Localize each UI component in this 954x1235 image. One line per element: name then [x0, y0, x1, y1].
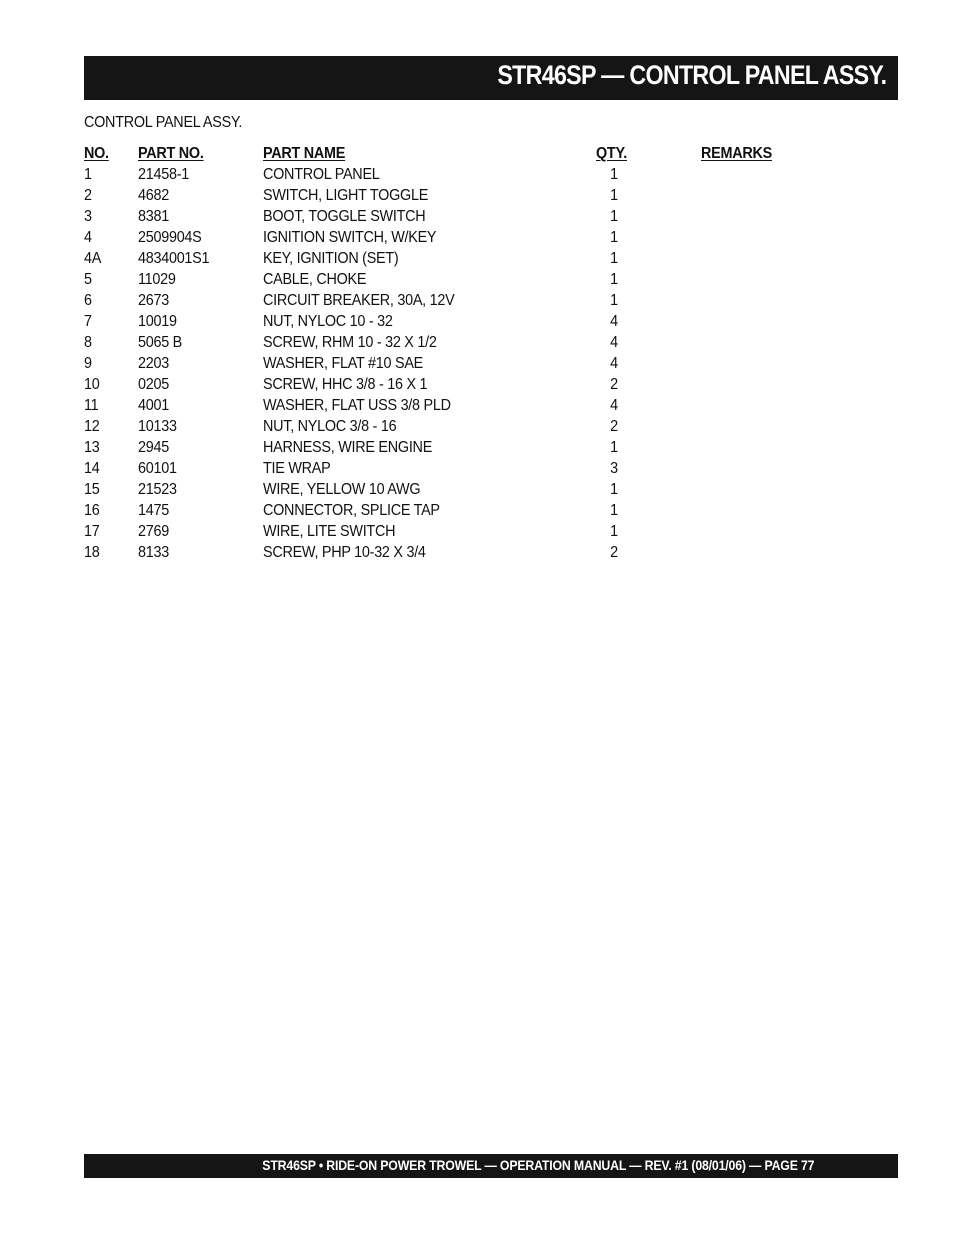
cell-part-no: 5065 B — [138, 334, 183, 351]
table-row — [84, 479, 804, 500]
cell-qty: 2 — [610, 376, 618, 393]
table-row — [84, 227, 804, 248]
table-row — [84, 542, 804, 563]
cell-no: 5 — [84, 271, 92, 288]
column-header-remarks: REMARKS — [701, 145, 772, 162]
cell-part-no: 1475 — [138, 502, 169, 519]
table-header-row — [84, 143, 804, 164]
cell-qty: 1 — [610, 481, 618, 498]
cell-part-name: CONTROL PANEL — [263, 166, 380, 183]
table-row — [84, 332, 804, 353]
cell-no: 6 — [84, 292, 92, 309]
cell-part-no: 8381 — [138, 208, 169, 225]
cell-no: 16 — [84, 502, 100, 519]
table-row — [84, 395, 804, 416]
cell-part-no: 0205 — [138, 376, 169, 393]
table-row — [84, 248, 804, 269]
cell-part-no: 21458-1 — [138, 166, 189, 183]
cell-part-name: CONNECTOR, SPLICE TAP — [263, 502, 440, 519]
cell-part-name: WIRE, LITE SWITCH — [263, 523, 396, 540]
cell-qty: 2 — [610, 418, 618, 435]
cell-part-name: WASHER, FLAT USS 3/8 PLD — [263, 397, 451, 414]
column-header-no: NO. — [84, 145, 109, 162]
column-header-qty: QTY. — [596, 145, 627, 162]
cell-no: 17 — [84, 523, 100, 540]
table-row — [84, 437, 804, 458]
cell-qty: 1 — [610, 271, 618, 288]
cell-part-no: 11029 — [138, 271, 176, 288]
table-row — [84, 185, 804, 206]
cell-part-name: NUT, NYLOC 10 - 32 — [263, 313, 393, 330]
cell-part-name: WIRE, YELLOW 10 AWG — [263, 481, 421, 498]
cell-part-name: WASHER, FLAT #10 SAE — [263, 355, 424, 372]
table-row — [84, 500, 804, 521]
cell-qty: 1 — [610, 502, 618, 519]
page-footer: STR46SP • RIDE-ON POWER TROWEL — OPERATION MANUAL — REV. #1 (08/01/06) — PAGE 77 — [261, 1157, 814, 1173]
cell-part-no: 10133 — [138, 418, 177, 435]
cell-part-name: SWITCH, LIGHT TOGGLE — [263, 187, 429, 204]
cell-part-name: HARNESS, WIRE ENGINE — [263, 439, 433, 456]
column-header-part-name: PART NAME — [263, 145, 346, 162]
table-row — [84, 311, 804, 332]
cell-no: 4 — [84, 229, 92, 246]
cell-no: 4A — [84, 250, 102, 267]
table-row — [84, 458, 804, 479]
cell-no: 11 — [84, 397, 99, 414]
table-row — [84, 206, 804, 227]
cell-part-no: 4682 — [138, 187, 169, 204]
cell-part-name: KEY, IGNITION (SET) — [263, 250, 399, 267]
cell-no: 7 — [84, 313, 92, 330]
cell-qty: 1 — [610, 292, 618, 309]
cell-no: 9 — [84, 355, 92, 372]
cell-qty: 2 — [610, 544, 618, 561]
page-footer-bar — [84, 1154, 898, 1178]
cell-part-name: SCREW, RHM 10 - 32 X 1/2 — [263, 334, 437, 351]
cell-part-no: 4001 — [138, 397, 169, 414]
column-header-part-no: PART NO. — [138, 145, 204, 162]
cell-no: 18 — [84, 544, 100, 561]
cell-qty: 1 — [610, 166, 618, 183]
cell-no: 1 — [84, 166, 92, 183]
cell-part-name: SCREW, HHC 3/8 - 16 X 1 — [263, 376, 428, 393]
cell-qty: 1 — [610, 439, 618, 456]
cell-part-no: 2945 — [138, 439, 169, 456]
cell-part-no: 10019 — [138, 313, 177, 330]
cell-qty: 1 — [610, 208, 618, 225]
cell-part-name: CABLE, CHOKE — [263, 271, 367, 288]
cell-no: 15 — [84, 481, 100, 498]
cell-part-no: 2673 — [138, 292, 169, 309]
cell-qty: 1 — [610, 250, 618, 267]
cell-qty: 4 — [610, 334, 618, 351]
table-row — [84, 164, 804, 185]
cell-no: 12 — [84, 418, 100, 435]
cell-qty: 4 — [610, 355, 618, 372]
table-row — [84, 353, 804, 374]
table-row — [84, 374, 804, 395]
cell-part-name: SCREW, PHP 10-32 X 3/4 — [263, 544, 426, 561]
cell-qty: 1 — [610, 523, 618, 540]
cell-no: 14 — [84, 460, 100, 477]
cell-qty: 4 — [610, 397, 618, 414]
section-label: CONTROL PANEL ASSY. — [84, 114, 243, 131]
cell-part-no: 4834001S1 — [138, 250, 210, 267]
cell-part-name: IGNITION SWITCH, W/KEY — [263, 229, 437, 246]
cell-part-no: 21523 — [138, 481, 177, 498]
cell-part-no: 2203 — [138, 355, 169, 372]
cell-no: 13 — [84, 439, 100, 456]
page-title-bar — [84, 56, 898, 100]
cell-part-no: 2769 — [138, 523, 169, 540]
cell-qty: 4 — [610, 313, 618, 330]
table-row — [84, 521, 804, 542]
table-row — [84, 290, 804, 311]
cell-part-name: BOOT, TOGGLE SWITCH — [263, 208, 426, 225]
cell-no: 10 — [84, 376, 100, 393]
cell-part-name: CIRCUIT BREAKER, 30A, 12V — [263, 292, 455, 309]
cell-qty: 1 — [610, 187, 618, 204]
parts-table — [84, 143, 804, 563]
cell-part-name: TIE WRAP — [263, 460, 331, 477]
cell-no: 2 — [84, 187, 92, 204]
table-body — [84, 164, 804, 563]
cell-qty: 1 — [610, 229, 618, 246]
cell-part-no: 8133 — [138, 544, 169, 561]
cell-part-no: 2509904S — [138, 229, 202, 246]
cell-part-name: NUT, NYLOC 3/8 - 16 — [263, 418, 397, 435]
cell-no: 8 — [84, 334, 92, 351]
cell-qty: 3 — [610, 460, 618, 477]
table-row — [84, 416, 804, 437]
table-row — [84, 269, 804, 290]
page-title: STR46SP — CONTROL PANEL ASSY. — [496, 60, 886, 90]
cell-no: 3 — [84, 208, 92, 225]
cell-part-no: 60101 — [138, 460, 177, 477]
